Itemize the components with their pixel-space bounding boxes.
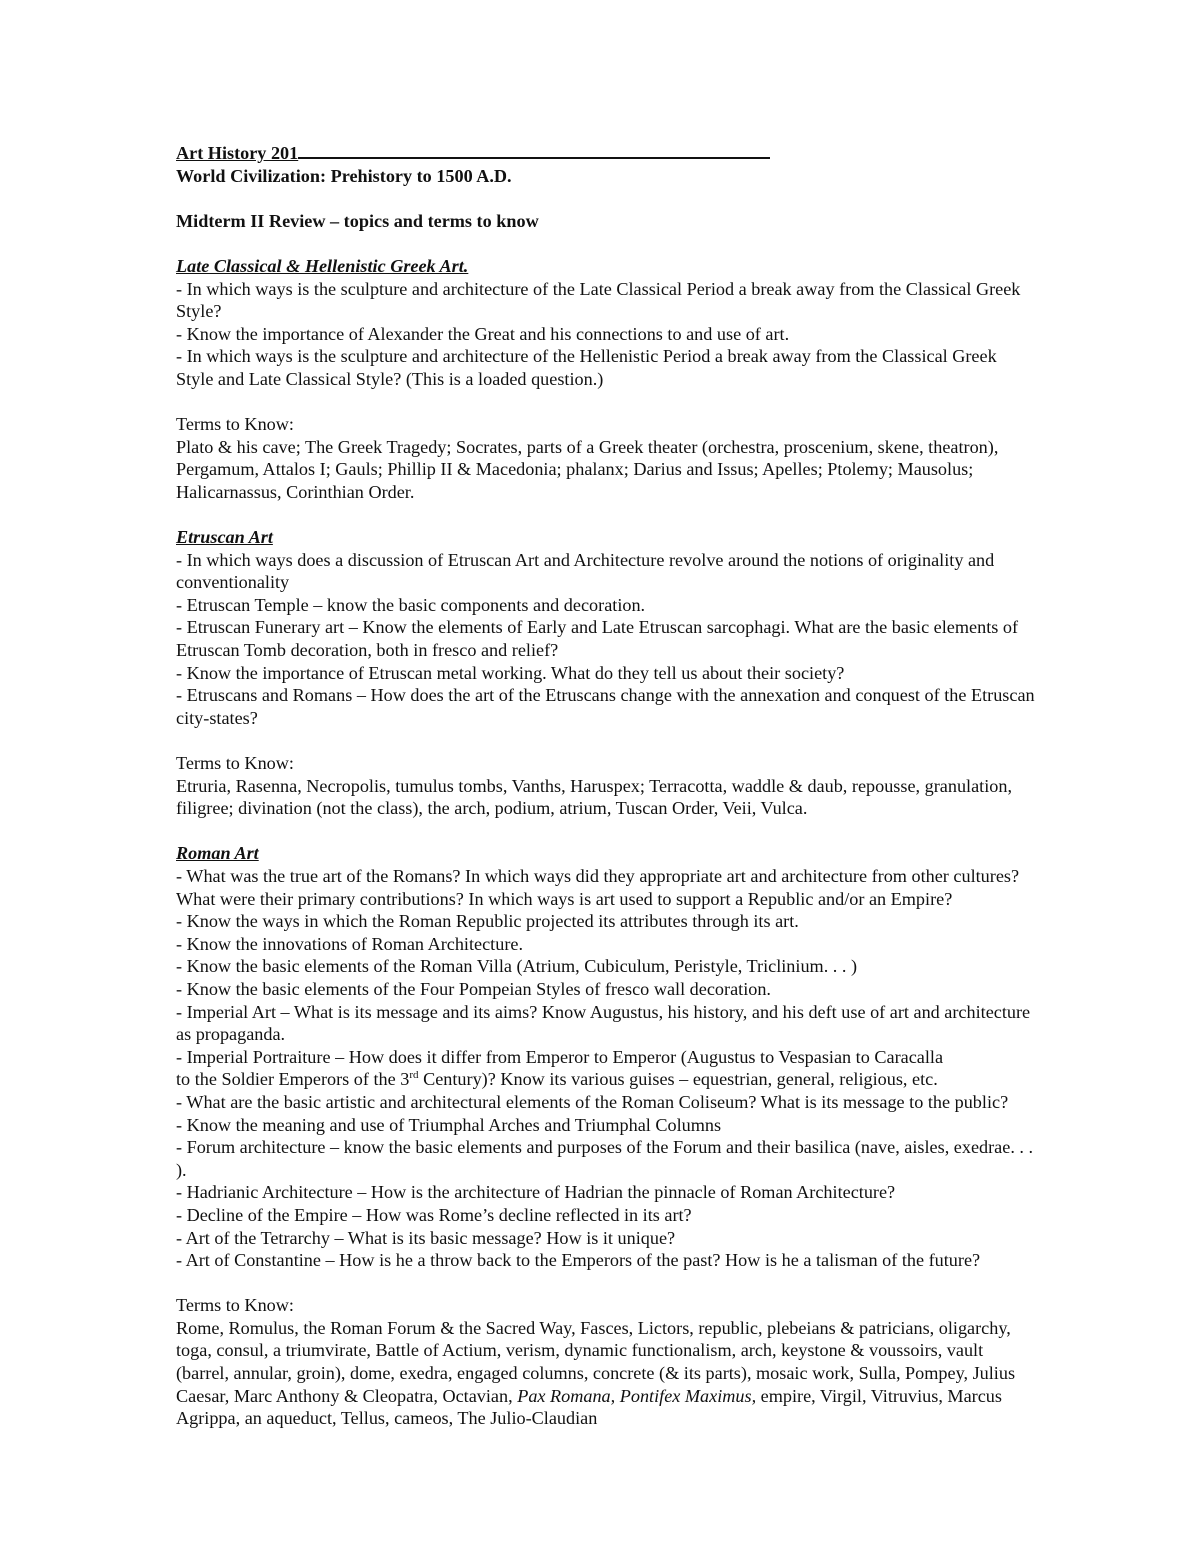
question-item: - Know the importance of Etruscan metal working. What do they tell us about their society?	[176, 662, 845, 683]
question-item: - What was the true art of the Romans? In which ways did they appropriate art and architecture from other cultures? What were their primary contributions? In which ways is art used to support a Republic and/or an Empire?	[176, 866, 1020, 909]
question-item: - Imperial Art – What is its message and its aims? Know Augustus, his history, and his deft use of art and architecture as propaganda.	[176, 1001, 1031, 1045]
question-item: - Etruscans and Romans – How does the art of the Etruscans change with the annexation and conquest of the Etruscan city-states?	[176, 685, 1035, 728]
document-page	[176, 142, 1036, 1430]
course-heading	[176, 142, 1036, 165]
section-title-roman: Roman Art	[176, 843, 259, 864]
question-item: - Know the innovations of Roman Architecture.	[176, 933, 524, 954]
question-item: - Etruscan Funerary art – Know the elements of Early and Late Etruscan sarcophagi. What are the basic elements of Etruscan Tomb decoration, both in fresco and relief?	[176, 617, 1019, 661]
terms-heading: Terms to Know:	[176, 414, 294, 435]
terms-heading: Terms to Know:	[176, 1295, 294, 1316]
title-underline-rule	[298, 142, 770, 159]
review-title: Midterm II Review – topics and terms to know	[176, 210, 539, 231]
section-title-etruscan: Etruscan Art	[176, 527, 273, 548]
question-item: - Decline of the Empire – How was Rome’s decline reflected in its art?	[176, 1204, 692, 1225]
question-item: - Etruscan Temple – know the basic components and decoration.	[176, 594, 646, 615]
question-item: - In which ways is the sculpture and architecture of the Late Classical Period a break away from the Classical Greek Style?	[176, 278, 1021, 322]
terms-list: Plato & his cave; The Greek Tragedy; Socrates, parts of a Greek theater (orchestra, proscenium, skene, theatron), Pergamum, Attalos I; Gauls; Phillip II & Macedonia; phalanx; Darius and Issus; Apelles; Ptolemy; Mausolus; Halicarnassus, Corinthian Order.	[176, 436, 999, 502]
terms-list-roman: Rome, Romulus, the Roman Forum & the Sacred Way, Fasces, Lictors, republic, plebeians & patricians, oligarchy, toga, consul, a triumvirate, Battle of Actium, verism, dynamic functionalism, arch, keystone & voussoirs, vault (barrel, annular, groin), dome, exedra, engaged columns, concrete (& its parts), mosaic work, Sulla, Pompey, Julius Caesar, Marc Anthony & Cleopatra, Octavian, Pax Romana, Pontifex Maximus, empire, Virgil, Vitruvius, Marcus Agrippa, an aqueduct, Tellus, cameos, The Julio-Claudian	[176, 1317, 1016, 1429]
question-item: - What are the basic artistic and architectural elements of the Roman Coliseum? What is its message to the public?	[176, 1091, 1009, 1112]
question-item: - Hadrianic Architecture – How is the architecture of Hadrian the pinnacle of Roman Architecture?	[176, 1182, 896, 1203]
question-item: - Art of the Tetrarchy – What is its basic message? How is it unique?	[176, 1227, 676, 1248]
section-title-greek: Late Classical & Hellenistic Greek Art.	[176, 255, 469, 276]
question-item: - In which ways does a discussion of Etruscan Art and Architecture revolve around the notions of originality and conventionality	[176, 549, 995, 593]
question-item: - Art of Constantine – How is he a throw back to the Emperors of the past? How is he a talisman of the future?	[176, 1250, 981, 1271]
question-item: - Know the ways in which the Roman Republic projected its attributes through its art.	[176, 911, 799, 932]
course-title: World Civilization: Prehistory to 1500 A.D.	[176, 165, 512, 186]
question-item: - Know the importance of Alexander the Great and his connections to and use of art.	[176, 323, 790, 344]
terms-list: Etruria, Rasenna, Necropolis, tumulus tombs, Vanths, Haruspex; Terracotta, waddle & daub, repousse, granulation, filigree; divination (not the class), the arch, podium, atrium, Tuscan Order, Veii, Vulca.	[176, 775, 1013, 819]
terms-heading: Terms to Know:	[176, 753, 294, 774]
question-item: - Know the basic elements of the Four Pompeian Styles of fresco wall decoration.	[176, 978, 771, 999]
question-item: - Know the basic elements of the Roman Villa (Atrium, Cubiculum, Peristyle, Triclinium. . . )	[176, 956, 858, 977]
question-item: - In which ways is the sculpture and architecture of the Hellenistic Period a break away from the Classical Greek Style and Late Classical Style? (This is a loaded question.)	[176, 346, 997, 389]
question-item: - Forum architecture – know the basic elements and purposes of the Forum and their basilica (nave, aisles, exedrae. . . ).	[176, 1137, 1034, 1180]
question-item-portraiture: - Imperial Portraiture – How does it differ from Emperor to Emperor (Augustus to Vespasian to Caracalla to the Soldier Emperors of the 3rd Century)? Know its various guises – equestrian, general, religious, etc.	[176, 1046, 944, 1090]
course-name: Art History 201	[176, 143, 299, 163]
question-item: - Know the meaning and use of Triumphal Arches and Triumphal Columns	[176, 1114, 722, 1135]
